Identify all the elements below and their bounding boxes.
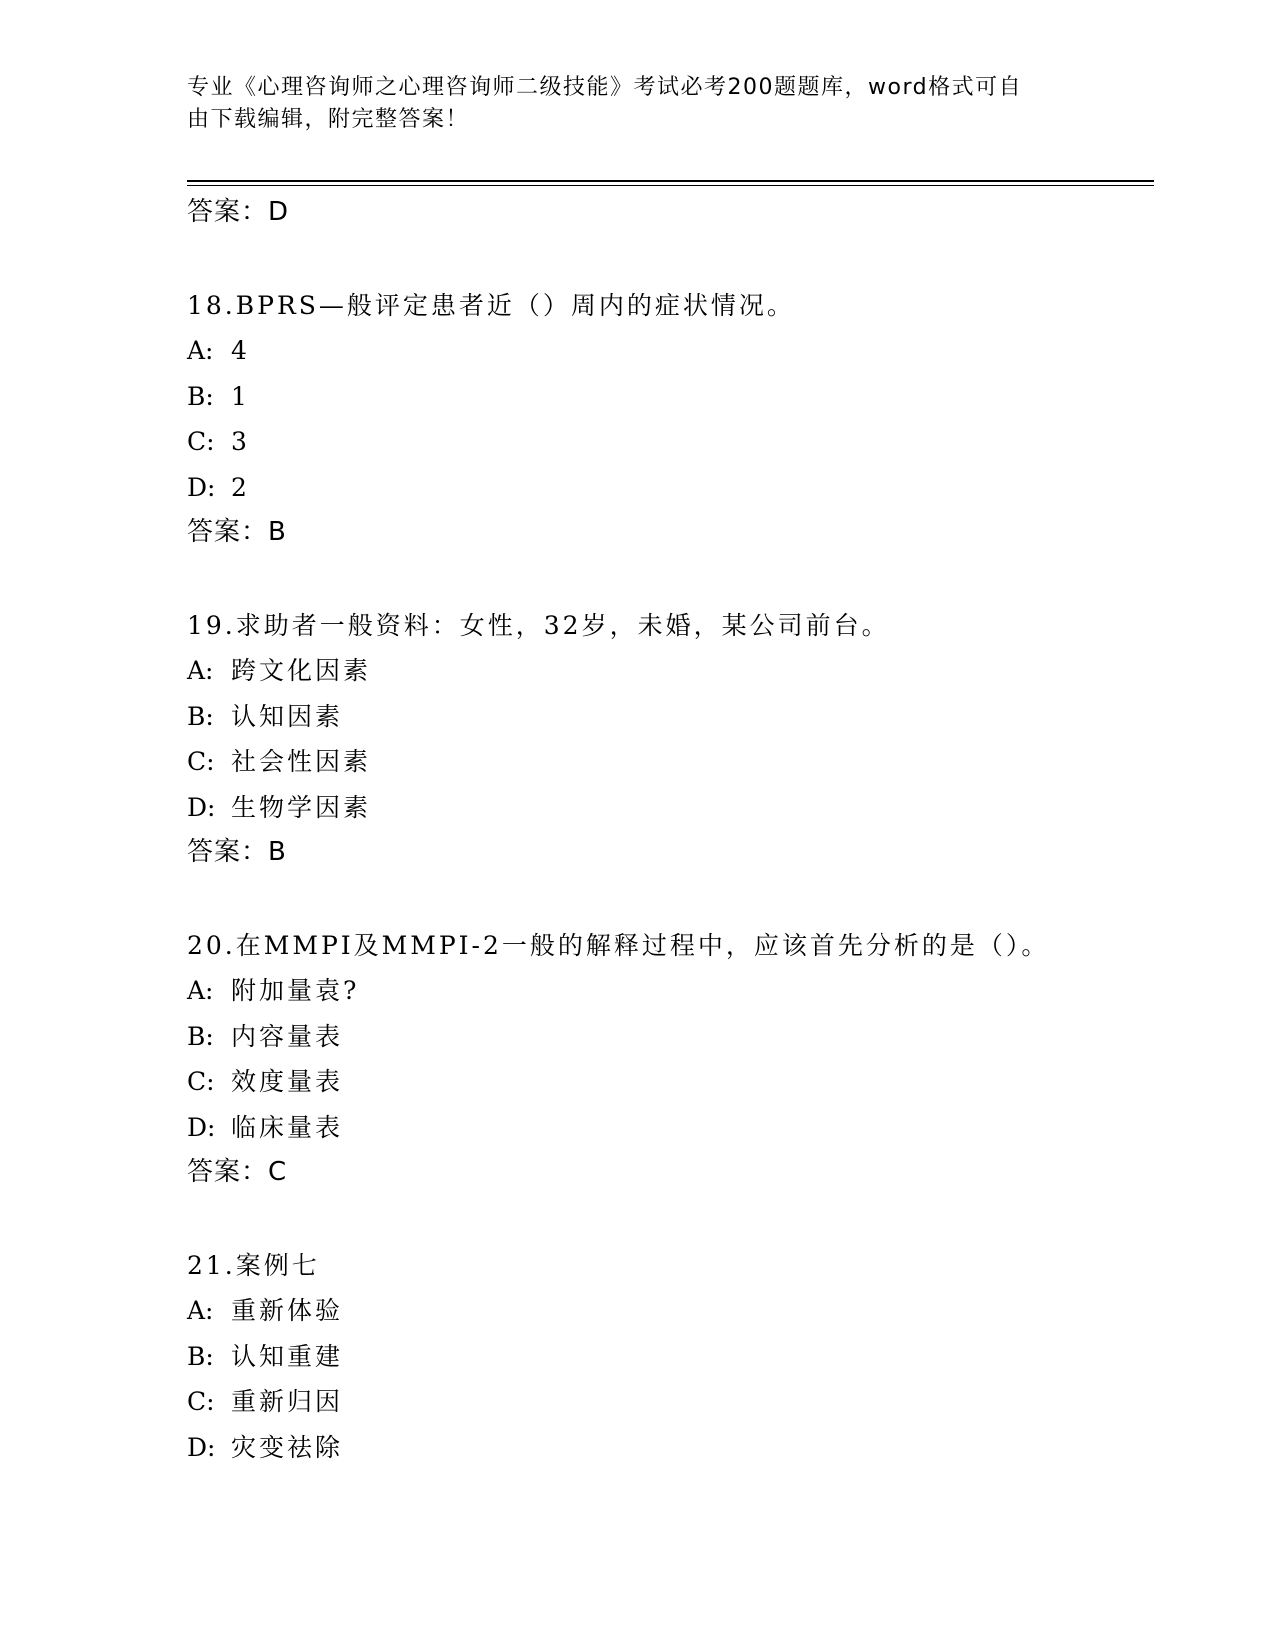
spacer xyxy=(187,236,1147,283)
question-block xyxy=(187,283,1147,556)
option-letter: C: xyxy=(187,427,215,456)
option-text: 4 xyxy=(231,336,250,365)
option-text: 认知重建 xyxy=(231,1341,344,1371)
option-item xyxy=(187,648,1147,694)
answer-line: 答案：B xyxy=(187,517,287,547)
spacer xyxy=(187,876,1147,923)
option-text: 3 xyxy=(231,427,250,456)
option-letter: C: xyxy=(187,1387,215,1416)
option-item xyxy=(187,785,1147,831)
option-text: 认知因素 xyxy=(231,701,344,731)
option-item xyxy=(187,1059,1147,1105)
option-letter: A: xyxy=(187,976,214,1005)
question-stem: 20.在MMPI及MMPI-2一般的解释过程中，应该首先分析的是（）。 xyxy=(187,930,1050,960)
answer-line: 答案：B xyxy=(187,837,287,867)
option-text: 1 xyxy=(231,381,250,411)
option-letter: B: xyxy=(187,1021,214,1051)
answer-line: 答案：C xyxy=(187,1157,288,1187)
option-letter: B: xyxy=(187,1341,214,1371)
option-text: 效度量表 xyxy=(231,1067,344,1096)
header-line-1: 专业《心理咨询师之心理咨询师二级技能》考试必考200题题库，word格式可自 xyxy=(187,75,1023,100)
option-letter: D: xyxy=(187,1112,216,1142)
option-item xyxy=(187,1014,1147,1060)
option-item xyxy=(187,1379,1147,1425)
question-block xyxy=(187,1243,1147,1471)
option-item xyxy=(187,968,1147,1014)
option-item xyxy=(187,694,1147,740)
option-text: 生物学因素 xyxy=(231,792,372,822)
option-item xyxy=(187,419,1147,465)
option-text: 社会性因素 xyxy=(231,747,372,776)
option-item xyxy=(187,328,1147,374)
spacer xyxy=(187,556,1147,603)
header-line-2: 由下载编辑，附完整答案！ xyxy=(187,107,470,132)
option-text: 灾变祛除 xyxy=(231,1432,344,1462)
question-block xyxy=(187,603,1147,876)
question-stem: 18.BPRS—般评定患者近（）周内的症状情况。 xyxy=(187,290,795,320)
option-item xyxy=(187,739,1147,785)
option-item xyxy=(187,465,1147,511)
option-letter: D: xyxy=(187,472,216,502)
spacer xyxy=(187,1196,1147,1243)
option-letter: D: xyxy=(187,1432,216,1462)
answer-line: 答案：D xyxy=(187,197,290,227)
option-item xyxy=(187,374,1147,420)
header-divider-thick xyxy=(187,180,1154,182)
question-content xyxy=(187,190,1147,1470)
option-text: 附加量袁? xyxy=(231,976,360,1005)
option-letter: C: xyxy=(187,747,215,776)
option-letter: B: xyxy=(187,701,214,731)
question-stem: 19.求助者一般资料：女性，32岁，未婚，某公司前台。 xyxy=(187,610,890,640)
header-divider-thin xyxy=(187,185,1154,186)
option-text: 内容量表 xyxy=(231,1021,344,1051)
option-item xyxy=(187,1105,1147,1151)
option-letter: B: xyxy=(187,381,214,411)
option-text: 重新归因 xyxy=(231,1387,344,1416)
option-text: 重新体验 xyxy=(231,1296,344,1325)
option-letter: A: xyxy=(187,1296,214,1325)
option-item xyxy=(187,1288,1147,1334)
option-item xyxy=(187,1334,1147,1380)
question-stem: 21.案例七 xyxy=(187,1250,320,1280)
page-header xyxy=(187,72,1067,136)
question-block xyxy=(187,923,1147,1196)
option-text: 2 xyxy=(231,472,250,502)
option-letter: A: xyxy=(187,336,214,365)
option-letter: C: xyxy=(187,1067,215,1096)
option-letter: A: xyxy=(187,656,214,685)
option-letter: D: xyxy=(187,792,216,822)
option-text: 跨文化因素 xyxy=(231,656,372,685)
option-text: 临床量表 xyxy=(231,1112,344,1142)
option-item xyxy=(187,1425,1147,1471)
